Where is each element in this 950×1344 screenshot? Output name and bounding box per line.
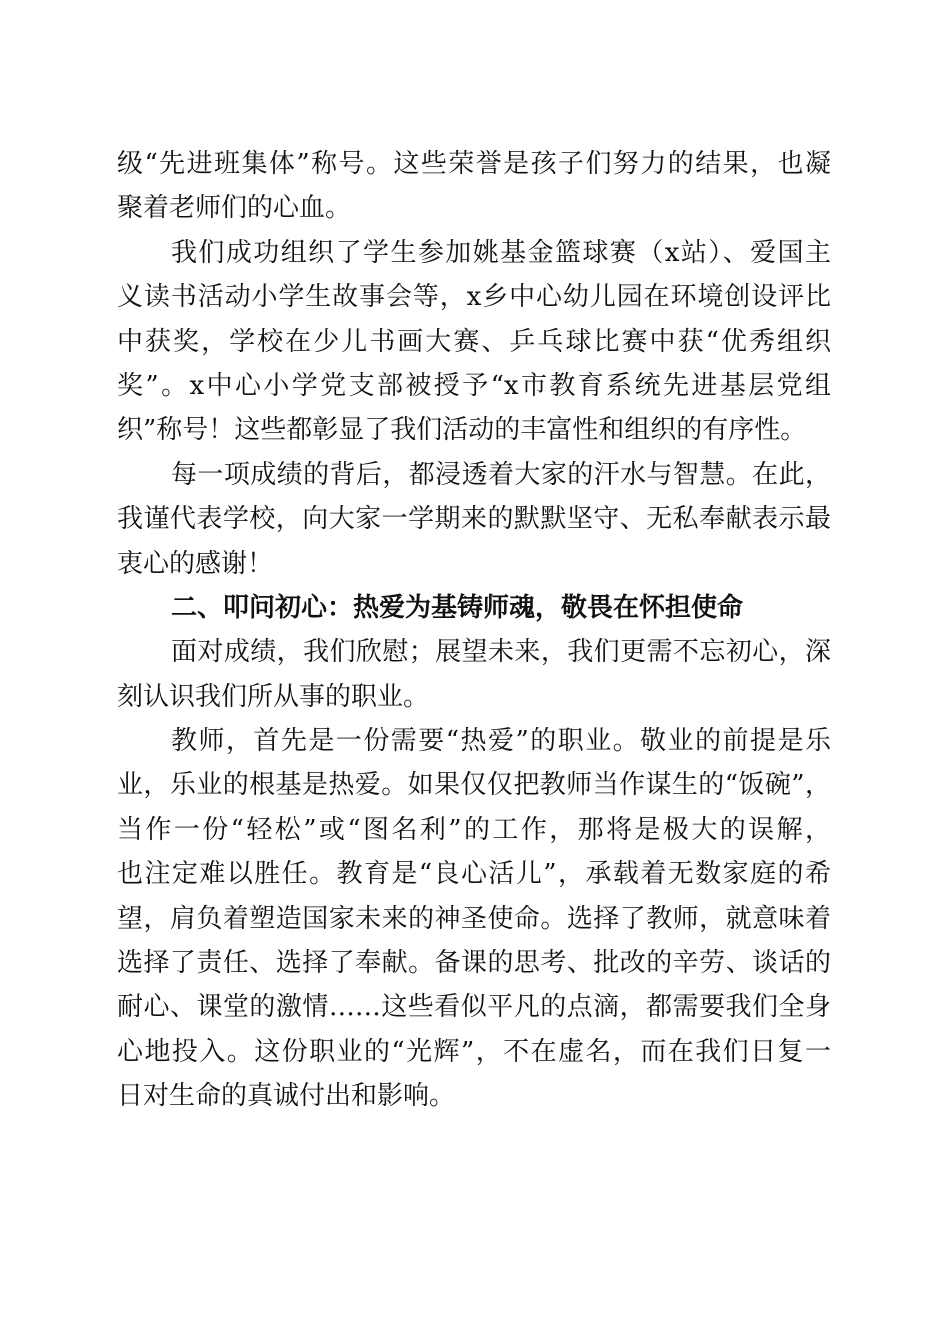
text-line: 选择了责任、选择了奉献。备课的思考、批改的辛劳、谈话的 bbox=[117, 948, 831, 979]
text-line: 衷心的感谢！ bbox=[117, 548, 274, 579]
text-line: 中获奖，学校在少儿书画大赛、乒乓球比赛中获“优秀组织 bbox=[117, 326, 831, 357]
document-page bbox=[117, 142, 831, 1119]
text-line: 心地投入。这份职业的“光辉”，不在虚名，而在我们日复一 bbox=[117, 1036, 831, 1067]
text-line: 教师，首先是一份需要“热爱”的职业。敬业的前提是乐 bbox=[171, 726, 831, 757]
text-line: 每一项成绩的背后，都浸透着大家的汗水与智慧。在此， bbox=[171, 459, 831, 490]
text-line: 聚着老师们的心血。 bbox=[117, 193, 352, 224]
text-line: 望，肩负着塑造国家未来的神圣使命。选择了教师，就意味着 bbox=[117, 903, 831, 934]
text-line: 也注定难以胜任。教育是“良心活儿”，承载着无数家庭的希 bbox=[117, 859, 831, 890]
text-line: 业，乐业的根基是热爱。如果仅仅把教师当作谋生的“饭碗”， bbox=[117, 770, 831, 801]
text-line: 级“先进班集体”称号。这些荣誉是孩子们努力的结果，也凝 bbox=[117, 149, 831, 179]
text-line: 我们成功组织了学生参加姚基金篮球赛（x站）、爱国主 bbox=[171, 237, 831, 268]
text-line: 耐心、课堂的激情……这些看似平凡的点滴，都需要我们全身 bbox=[117, 992, 831, 1023]
text-line: 织”称号！这些都彰显了我们活动的丰富性和组织的有序性。 bbox=[117, 415, 807, 446]
section-heading: 二、叩问初心：热爱为基铸师魂，敬畏在怀担使命 bbox=[171, 592, 744, 623]
text-line: 刻认识我们所从事的职业。 bbox=[117, 681, 430, 712]
text-line: 日对生命的真诚付出和影响。 bbox=[117, 1081, 456, 1112]
text-line: 义读书活动小学生故事会等，x乡中心幼儿园在环境创设评比 bbox=[117, 282, 831, 313]
text-line: 我谨代表学校，向大家一学期来的默默坚守、无私奉献表示最 bbox=[117, 504, 831, 535]
text-line: 当作一份“轻松”或“图名利”的工作，那将是极大的误解， bbox=[117, 814, 831, 845]
text-line: 奖”。x中心小学党支部被授予“x市教育系统先进基层党组 bbox=[117, 370, 831, 401]
text-line: 面对成绩，我们欣慰；展望未来，我们更需不忘初心，深 bbox=[171, 637, 831, 668]
